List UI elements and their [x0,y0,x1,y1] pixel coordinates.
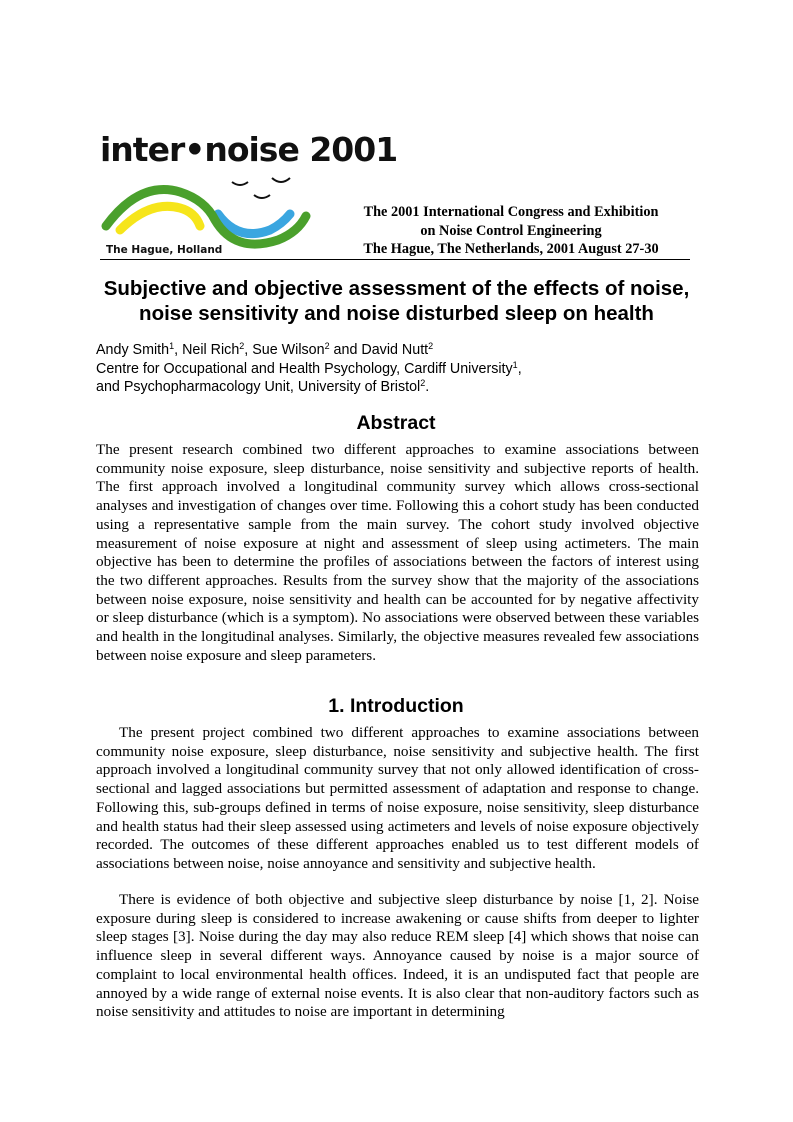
conference-info [338,203,684,259]
logo-yellow-wave [120,206,200,230]
author-name: Andy Smith [96,342,170,358]
introduction-paragraph: The present project combined two different approaches to examine associations between community noise exposure, sleep disturbance, noise sensitivity and subjective health. The first approach involved a longitudinal community survey that not only allowed identification of cross-sectional and lagged associations but permitted assessment of adaptation and response to change. Following this, sub-groups defined in terms of noise exposure, noise sensitivity, sleep disturbance and health status had their sleep assessed using actimeters and levels of noise exposure objectively recorded. The outcomes of these different approaches enabled us to test different models of associations between noise, noise annoyance and sensitivity and subjective health. [96,724,699,872]
conference-line: on Noise Control Engineering [420,222,602,239]
author-list [96,341,696,360]
author-separator: , [174,342,183,358]
affiliation-punctuation: . [425,379,430,395]
logo-smile-mark [232,182,248,185]
author-separator: and [329,342,362,358]
affiliation-text: Centre for Occupational and Health Psychology, Cardiff University [96,360,513,377]
author-name: David Nutt [361,342,429,358]
affiliation-marker: 1 [512,359,518,370]
logo-wordmark: inter•noise 2001 [100,130,398,169]
abstract-heading: Abstract [356,412,436,434]
paper-title: Subjective and objective assessment of the effects of noise, noise sensitivity and noise disturbed sleep on health [103,277,690,325]
conference-line: The 2001 International Congress and Exhibition [363,204,659,220]
conference-logo [100,130,398,260]
author-separator: , [244,342,253,358]
author-name: Sue Wilson [252,342,325,358]
introduction-heading: 1. Introduction [328,695,464,717]
affiliation-text: and Psychopharmacology Unit, University of Bristol [96,379,421,395]
abstract-paragraph: The present research combined two different approaches to examine associations between community noise exposure, sleep disturbance, noise sensitivity and subjective reports of health. The first approach involved a longitudinal community survey which allows cross-sectional analyses and investigation of changes over time. Following this a cohort study has been conducted using a representative sample from the main survey. The cohort study involved objective measurement of noise exposure at night and assessment of sleep using actimeters. The main objective has been to determine the profiles of associations between the factors of interest using the two different approaches. Results from the survey show that the majority of the associations between noise exposure, noise sensitivity and health can be accounted for by negative affectivity or sleep disturbance (which is a symptom). No associations were observed between these variables and health in the longitudinal analyses. Similarly, the objective measures revealed few associations between noise exposure and sleep parameters. [96,441,699,664]
author-name: Neil Rich [182,342,240,358]
logo-waves-graphic [100,170,340,250]
author-affiliation-marker: 2 [324,341,330,351]
author-affiliation-marker: 2 [239,341,245,351]
affiliation-marker: 2 [420,378,426,388]
author-affiliation-marker: 1 [169,341,175,351]
logo-smile-mark [254,195,270,198]
affiliation-line [96,360,696,379]
author-affiliation-marker: 2 [428,341,434,351]
header-divider [100,259,690,260]
affiliation-line [96,378,696,397]
logo-smile-mark [272,178,290,182]
affiliation-punctuation: , [517,360,522,377]
author-block [96,341,696,397]
introduction-paragraph: There is evidence of both objective and subjective sleep disturbance by noise [1, 2]. Noise exposure during sleep is considered to increase awakening or cause shifts from deeper to lighter sleep stages [3]. Noise during the day may also reduce REM sleep [4] which shows that noise can influence sleep in several different ways. Annoyance caused by noise is a major source of complaint to local environmental health offices. Indeed, it is an undisputed fact that people are annoyed by a wide range of external noise events. It is also clear that non-auditory factors such as noise sensitivity and attitudes to noise are important in determining [96,891,699,1021]
logo-location: The Hague, Holland [106,244,223,256]
conference-line: The Hague, The Netherlands, 2001 August 27-30 [363,241,659,258]
